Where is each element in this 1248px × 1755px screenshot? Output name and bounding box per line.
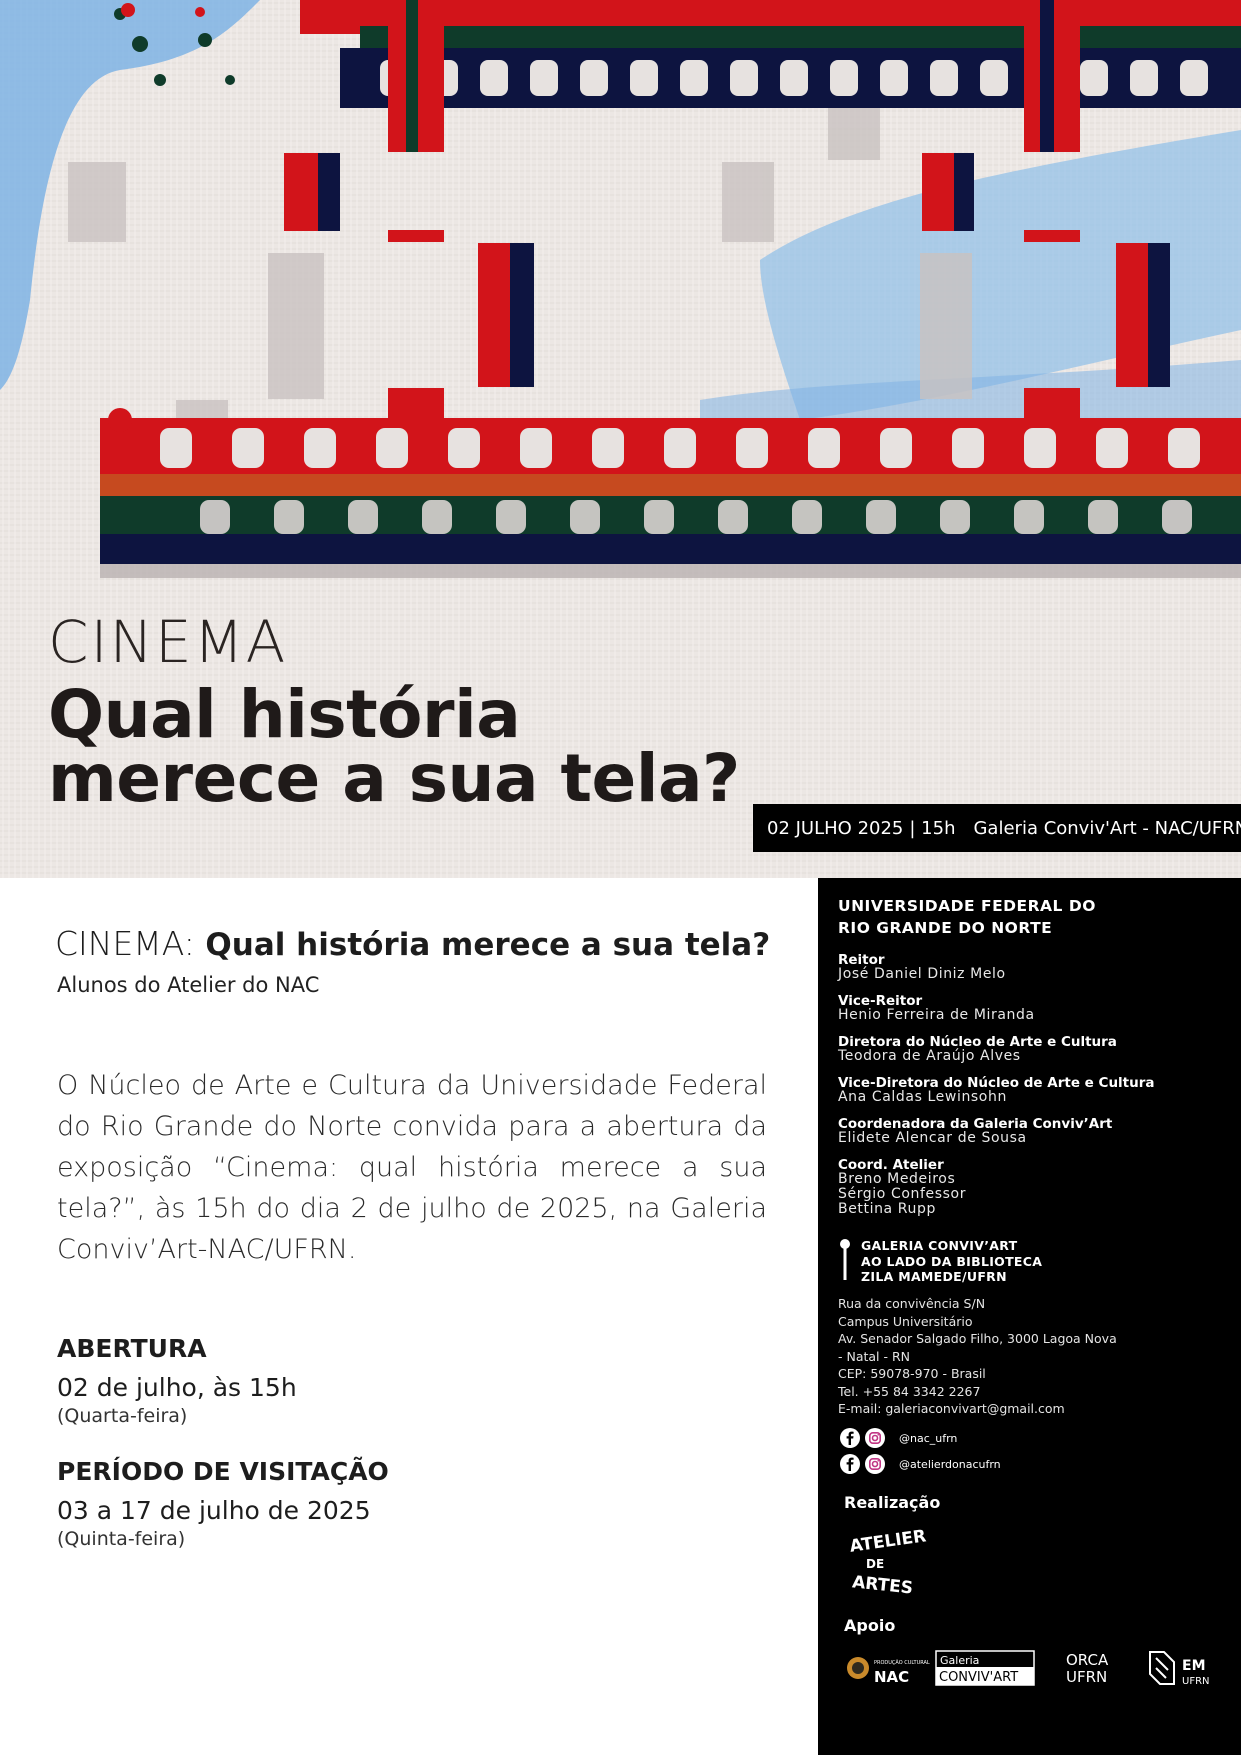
university-line1: UNIVERSIDADE FEDERAL DO bbox=[838, 897, 1096, 915]
date-banner bbox=[753, 804, 1248, 852]
role-name: Breno Medeiros bbox=[838, 1171, 956, 1187]
opening-date: 02 de julho, às 15h bbox=[57, 1373, 297, 1402]
university-name bbox=[838, 895, 1096, 939]
svg-text:EM: EM bbox=[1182, 1658, 1206, 1674]
gallery-location bbox=[838, 1238, 1042, 1285]
svg-text:NAC: NAC bbox=[874, 1668, 910, 1686]
role-item bbox=[838, 1036, 1155, 1064]
address-line: CEP: 59078-970 - Brasil bbox=[838, 1366, 986, 1381]
role-title: Vice-Diretora do Núcleo de Arte e Cultura bbox=[838, 1075, 1155, 1091]
exhibition-title bbox=[55, 924, 770, 963]
address-line: Rua da convivência S/N bbox=[838, 1296, 986, 1311]
gallery-line2: AO LADO DA BIBLIOTECA bbox=[861, 1253, 1043, 1269]
role-item bbox=[838, 995, 1155, 1023]
apoio-label: Apoio bbox=[844, 1616, 896, 1635]
address-line: - Natal - RN bbox=[838, 1348, 911, 1364]
event-time: | 15h bbox=[909, 817, 956, 839]
exhibition-author: Alunos do Atelier do NAC bbox=[57, 973, 320, 997]
hero-title-line2: merece a sua tela? bbox=[48, 740, 740, 817]
svg-text:Galeria: Galeria bbox=[940, 1654, 980, 1667]
visit-dates: 03 a 17 de julho de 2025 bbox=[57, 1496, 371, 1525]
social-handle[interactable]: @atelierdonacufrn bbox=[899, 1457, 1001, 1471]
svg-text:PRODUÇÃO CULTURAL: PRODUÇÃO CULTURAL bbox=[874, 1660, 930, 1666]
exhibition-title-prefix: CINEMA: bbox=[55, 924, 195, 963]
contact-address bbox=[838, 1295, 1117, 1418]
hero-title-line1: Qual história bbox=[48, 676, 521, 753]
exhibition-description: O Núcleo de Arte e Cultura da Universidade Federal do Rio Grande do Norte convida para a abertura da exposição “Cinema: qual história merece a sua tela?”, às 15h do dia 2 de julho de 2025, na Galeria Conviv’Art-NAC/UFRN. bbox=[57, 1070, 767, 1265]
role-title: Vice-Reitor bbox=[838, 993, 923, 1009]
hero-kicker: CINEMA bbox=[48, 608, 288, 676]
social-row bbox=[840, 1428, 957, 1448]
orca-ufrn-logo bbox=[1066, 1651, 1109, 1686]
event-place: Galeria Conviv'Art - NAC/UFRN bbox=[973, 817, 1248, 839]
role-name: José Daniel Diniz Melo bbox=[838, 966, 1006, 982]
event-date: 02 JULHO 2025 bbox=[767, 817, 904, 839]
nac-logo bbox=[847, 1657, 930, 1686]
opening-heading: ABERTURA bbox=[57, 1334, 207, 1363]
role-title: Coord. Atelier bbox=[838, 1157, 944, 1173]
gallery-label bbox=[861, 1238, 1042, 1285]
svg-text:UFRN: UFRN bbox=[1066, 1668, 1108, 1686]
role-name: Bettina Rupp bbox=[838, 1201, 936, 1217]
svg-text:CONVIV'ART: CONVIV'ART bbox=[939, 1670, 1019, 1685]
svg-text:DE: DE bbox=[866, 1557, 885, 1571]
credits-sidebar bbox=[818, 878, 1241, 1755]
visit-weekday: (Quinta-feira) bbox=[57, 1528, 186, 1550]
role-name: Henio Ferreira de Miranda bbox=[838, 1007, 1035, 1023]
realizacao-label: Realização bbox=[844, 1493, 941, 1512]
exhibition-info bbox=[0, 878, 818, 1755]
location-pin-icon bbox=[838, 1238, 852, 1280]
email-link[interactable]: E-mail: galeriaconvivart@gmail.com bbox=[838, 1401, 1065, 1416]
svg-text:ARTES: ARTES bbox=[851, 1572, 914, 1599]
role-title: Reitor bbox=[838, 952, 885, 968]
visit-heading: PERÍODO DE VISITAÇÃO bbox=[57, 1457, 389, 1486]
social-handle[interactable]: @nac_ufrn bbox=[899, 1431, 958, 1445]
role-title: Diretora do Núcleo de Arte e Cultura bbox=[838, 1034, 1117, 1050]
hero-title bbox=[48, 676, 740, 817]
em-ufrn-logo bbox=[1150, 1652, 1210, 1687]
social-row bbox=[840, 1454, 1001, 1474]
galeria-convivart-logo bbox=[936, 1651, 1034, 1685]
sponsor-logos bbox=[846, 1646, 1226, 1690]
staff-list bbox=[838, 954, 1155, 1230]
atelier-de-artes-logo bbox=[848, 1526, 928, 1600]
svg-text:ATELIER: ATELIER bbox=[848, 1526, 928, 1557]
role-name: Ana Caldas Lewinsohn bbox=[838, 1089, 1007, 1105]
instagram-icon[interactable] bbox=[865, 1454, 885, 1474]
role-item bbox=[838, 1077, 1155, 1105]
role-title: Coordenadora da Galeria Conviv’Art bbox=[838, 1116, 1113, 1132]
exhibition-title-main: Qual história merece a sua tela? bbox=[205, 927, 771, 963]
role-item bbox=[838, 1118, 1155, 1146]
role-name: Sérgio Confessor bbox=[838, 1186, 967, 1202]
facebook-icon[interactable] bbox=[840, 1428, 860, 1448]
instagram-icon[interactable] bbox=[865, 1428, 885, 1448]
role-item bbox=[838, 1159, 1155, 1217]
role-item bbox=[838, 954, 1155, 982]
address-line: Av. Senador Salgado Filho, 3000 Lagoa Nova bbox=[838, 1331, 1117, 1346]
address-line: Tel. +55 84 3342 2267 bbox=[838, 1383, 981, 1399]
gallery-line3: ZILA MAMEDE/UFRN bbox=[861, 1269, 1007, 1284]
role-name: Teodora de Araújo Alves bbox=[838, 1048, 1021, 1064]
svg-text:ORCA: ORCA bbox=[1066, 1651, 1109, 1669]
facebook-icon[interactable] bbox=[840, 1454, 860, 1474]
university-line2: RIO GRANDE DO NORTE bbox=[838, 919, 1053, 937]
address-line: Campus Universitário bbox=[838, 1313, 973, 1329]
role-name: Elidete Alencar de Sousa bbox=[838, 1130, 1027, 1146]
gallery-line1: GALERIA CONVIV’ART bbox=[861, 1238, 1018, 1253]
opening-weekday: (Quarta-feira) bbox=[57, 1405, 188, 1427]
svg-text:UFRN: UFRN bbox=[1182, 1676, 1210, 1687]
